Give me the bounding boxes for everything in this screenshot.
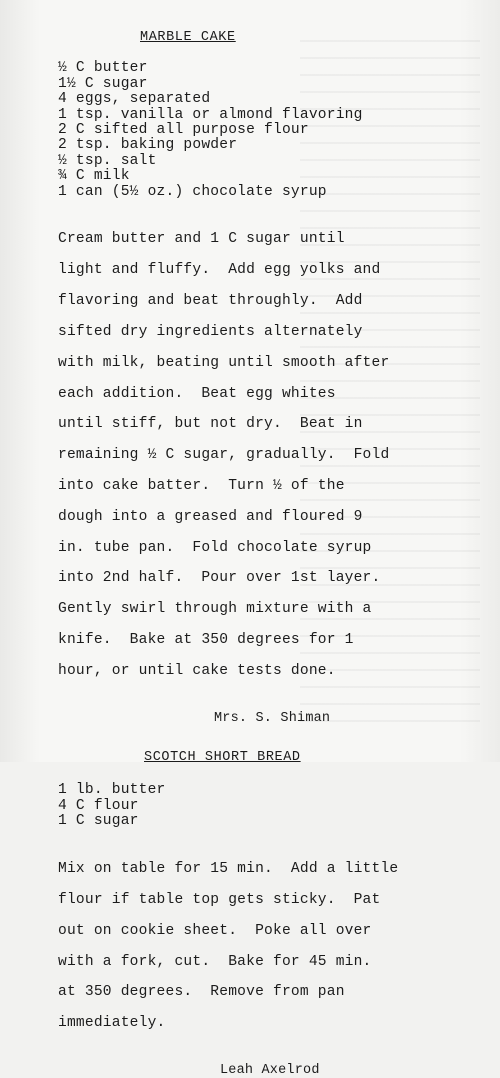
instruction-line: with a fork, cut. Bake for 45 min. <box>58 953 372 970</box>
instruction-line: at 350 degrees. Remove from pan <box>58 984 345 1001</box>
instruction-line: with milk, beating until smooth after <box>58 354 390 371</box>
recipe-title: SCOTCH SHORT BREAD <box>144 750 301 766</box>
instruction-line: each addition. Beat egg whites <box>58 385 336 402</box>
instruction-line: flour if table top gets sticky. Pat <box>58 891 381 908</box>
instruction-line: dough into a greased and floured 9 <box>58 508 363 525</box>
ingredient-item: 4 eggs, separated <box>58 91 211 108</box>
ingredient-item: 1 lb. butter <box>58 782 166 799</box>
instruction-line: until stiff, but not dry. Beat in <box>58 416 363 433</box>
recipe-marble-cake <box>58 30 468 726</box>
recipe-author: Mrs. S. Shiman <box>214 710 331 726</box>
instruction-line: Gently swirl through mixture with a <box>58 601 372 618</box>
instruction-line: sifted dry ingredients alternately <box>58 323 363 340</box>
instruction-line: in. tube pan. Fold chocolate syrup <box>58 539 372 556</box>
ingredient-item: 2 tsp. baking powder <box>58 137 238 154</box>
ingredient-item: 4 C flour <box>58 797 139 814</box>
ingredient-item: 1 can (5½ oz.) chocolate syrup <box>58 183 327 200</box>
ingredient-item: ¾ C milk <box>58 168 130 185</box>
ingredient-item: 1 tsp. vanilla or almond flavoring <box>58 106 363 123</box>
instruction-line: Cream butter and 1 C sugar until <box>58 231 345 248</box>
instruction-line: out on cookie sheet. Poke all over <box>58 922 372 939</box>
instruction-line: knife. Bake at 350 degrees for 1 <box>58 632 354 649</box>
ingredient-item: 2 C sifted all purpose flour <box>58 122 309 139</box>
recipe-scotch-short-bread <box>58 750 468 1078</box>
instructions-text <box>58 847 468 1047</box>
instruction-line: immediately. <box>58 1015 166 1032</box>
instruction-line: remaining ½ C sugar, gradually. Fold <box>58 447 390 464</box>
ingredient-item: ½ tsp. salt <box>58 152 157 169</box>
ingredient-item: 1 C sugar <box>58 813 139 830</box>
ingredient-list <box>58 61 468 200</box>
instruction-line: Mix on table for 15 min. Add a little <box>58 861 399 878</box>
recipe-author: Leah Axelrod <box>220 1062 320 1078</box>
instruction-line: light and fluffy. Add egg yolks and <box>58 262 381 279</box>
section-spacer <box>58 726 468 750</box>
instruction-line: flavoring and beat throughly. Add <box>58 293 363 310</box>
instruction-line: into 2nd half. Pour over 1st layer. <box>58 570 381 587</box>
ingredient-item: 1½ C sugar <box>58 75 148 92</box>
recipe-title: MARBLE CAKE <box>140 30 236 45</box>
recipe-sheet <box>58 30 468 1078</box>
instruction-line: into cake batter. Turn ½ of the <box>58 477 345 494</box>
instructions-text <box>58 217 468 695</box>
instruction-line: hour, or until cake tests done. <box>58 662 336 679</box>
ingredient-item: ½ C butter <box>58 60 148 77</box>
ingredient-list <box>58 783 468 829</box>
